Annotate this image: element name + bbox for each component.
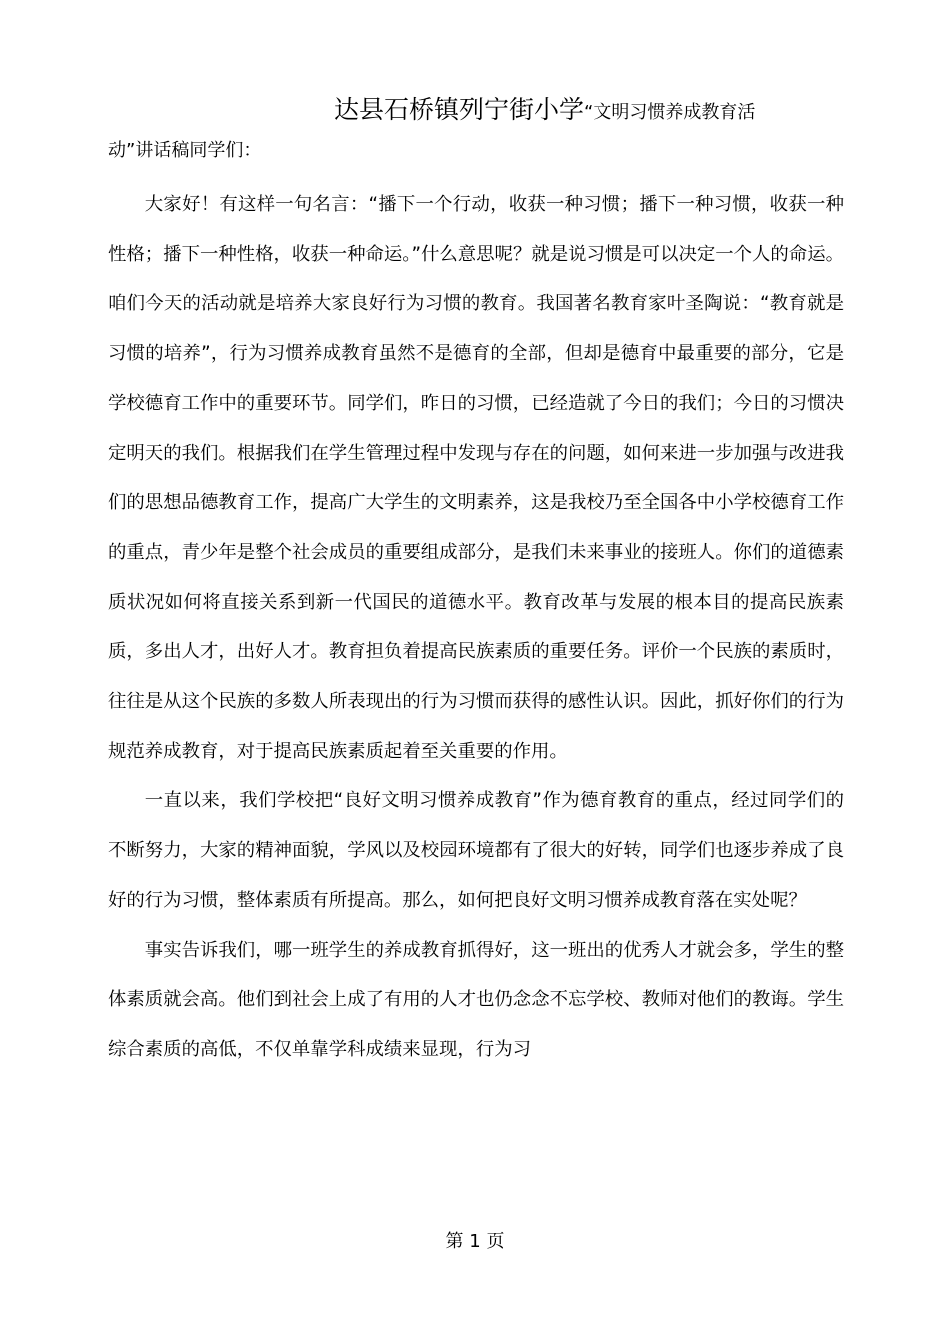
title-continuation: 动”讲话稿同学们： xyxy=(108,140,262,161)
body-text xyxy=(108,180,844,1075)
document-title xyxy=(334,90,854,133)
paragraph-2: 一直以来，我们学校把“良好文明习惯养成教育”作为德育教育的重点，经过同学们的不断努力，大家的精神面貌，学风以及校园环境都有了很大的好转，同学们也逐步养成了良好的行为习惯，整体素质有所提高。那么，如何把良好文明习惯养成教育落在实处呢？ xyxy=(108,790,844,911)
paragraph-1: 大家好！有这样一句名言：“播下一个行动，收获一种习惯；播下一种习惯，收获一种性格；播下一种性格，收获一种命运。”什么意思呢？就是说习惯是可以决定一个人的命运。咱们今天的活动就是培养大家良好行为习惯的教育。我国著名教育家叶圣陶说：“教育就是习惯的培养”，行为习惯养成教育虽然不是德育的全部，但却是德育中最重要的部分，它是学校德育工作中的重要环节。同学们，昨日的习惯，已经造就了今日的我们；今日的习惯决定明天的我们。根据我们在学生管理过程中发现与存在的问题，如何来进一步加强与改进我们的思想品德教育工作，提高广大学生的文明素养，这是我校乃至全国各中小学校德育工作的重点，青少年是整个社会成员的重要组成部分，是我们未来事业的接班人。你们的道德素质状况如何将直接关系到新一代国民的道德水平。教育改革与发展的根本目的提高民族素质，多出人才，出好人才。教育担负着提高民族素质的重要任务。评价一个民族的素质时，往往是从这个民族的多数人所表现出的行为习惯而获得的感性认识。因此，抓好你们的行为规范养成教育，对于提高民族素质起着至关重要的作用。 xyxy=(108,194,844,762)
title-tail: “文明习惯养成教育活 xyxy=(584,102,756,123)
paragraph-3: 事实告诉我们，哪一班学生的养成教育抓得好，这一班出的优秀人才就会多，学生的整体素质就会高。他们到社会上成了有用的人才也仍念念不忘学校、教师对他们的教诲。学生综合素质的高低，不仅单靠学科成绩来显现，行为习 xyxy=(108,939,844,1060)
title-main: 达县石桥镇列宁街小学 xyxy=(334,95,585,124)
page-number-footer: 第 1 页 xyxy=(445,1231,505,1252)
